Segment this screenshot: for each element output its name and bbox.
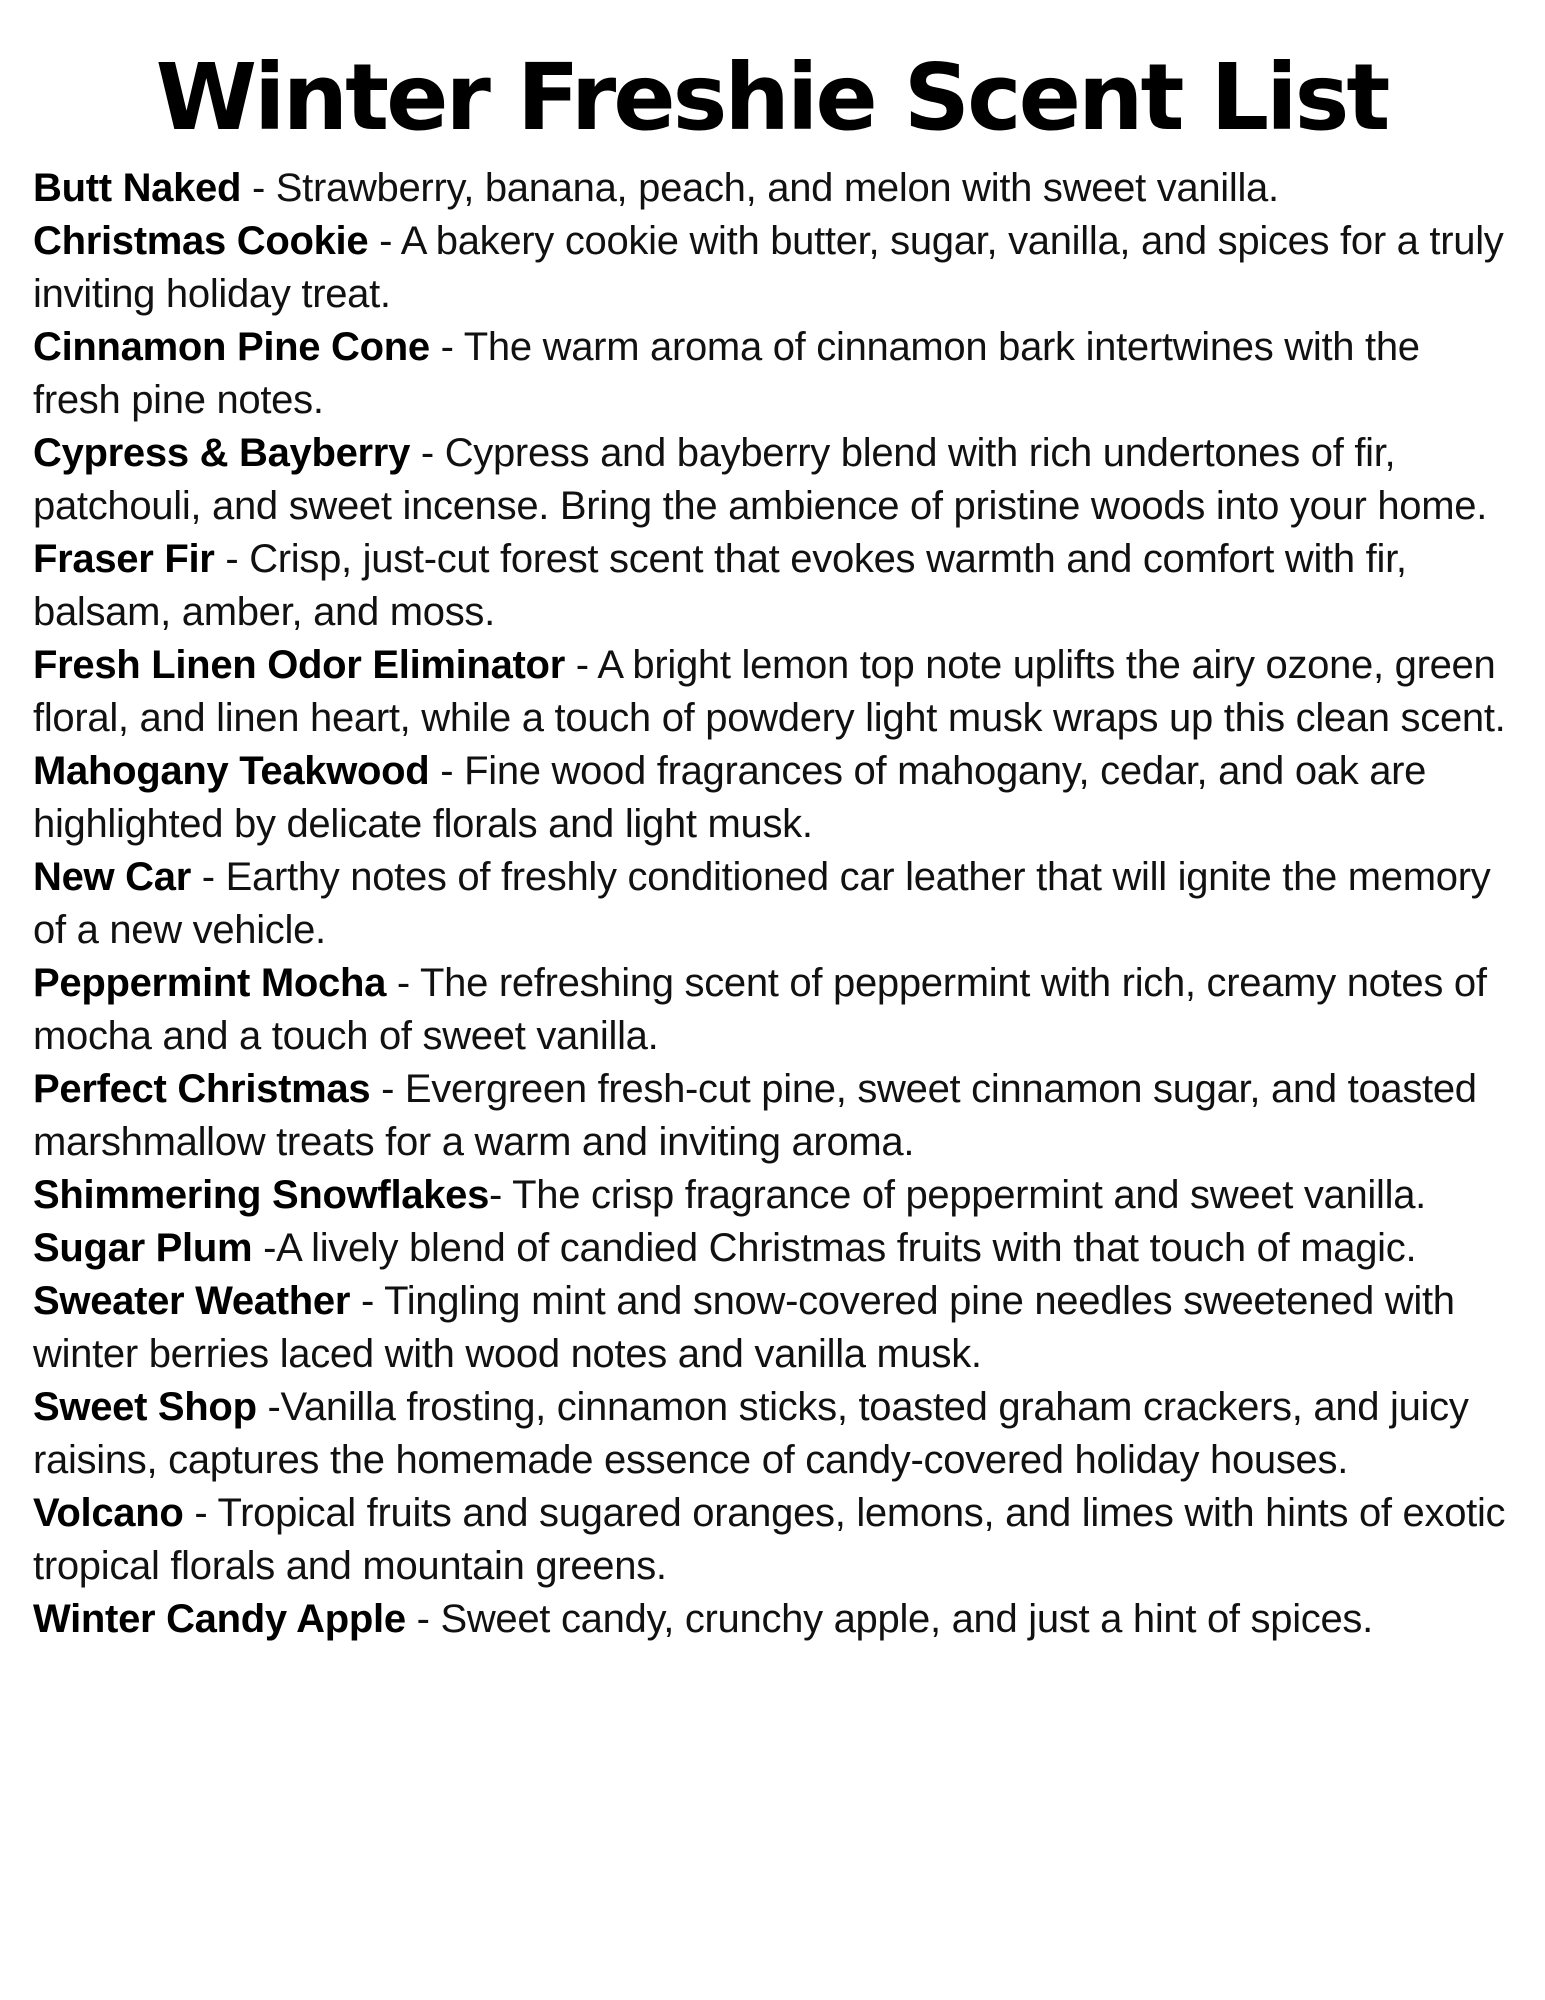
scent-separator: -	[190, 855, 226, 899]
scent-name: Fresh Linen Odor Eliminator	[33, 643, 565, 687]
scent-separator: -	[564, 643, 598, 687]
scent-description: The warm aroma of cinnamon bark intertwines with the fresh pine notes.	[33, 325, 1420, 422]
scent-separator: -	[252, 1226, 277, 1270]
scent-description: A bright lemon top note uplifts the airy ozone, green floral, and linen heart, while a touch of powdery light musk wraps up this clean scent.	[33, 643, 1506, 740]
scent-separator: -	[183, 1491, 218, 1535]
scent-item	[33, 533, 1510, 639]
scent-item	[33, 1593, 1510, 1646]
scent-separator: -	[405, 1597, 441, 1641]
scent-item	[33, 745, 1510, 851]
scent-name: Sweet Shop	[33, 1385, 257, 1429]
scent-description: Fine wood fragrances of mahogany, cedar, and oak are highlighted by delicate florals and light musk.	[33, 749, 1427, 846]
scent-name: Sugar Plum	[33, 1226, 253, 1270]
scent-separator: -	[489, 1173, 513, 1217]
scent-description: The refreshing scent of peppermint with rich, creamy notes of mocha and a touch of sweet vanilla.	[33, 961, 1487, 1058]
scent-description: Sweet candy, crunchy apple, and just a hint of spices.	[440, 1597, 1373, 1641]
scent-name: Cinnamon Pine Cone	[33, 325, 430, 369]
scent-separator: -	[350, 1279, 385, 1323]
scent-item	[33, 639, 1510, 745]
scent-separator: -	[256, 1385, 281, 1429]
scent-item	[33, 1487, 1510, 1593]
scent-description: Evergreen fresh-cut pine, sweet cinnamon sugar, and toasted marshmallow treats for a warm and inviting aroma.	[33, 1067, 1477, 1164]
scent-item	[33, 1381, 1510, 1487]
scent-item	[33, 1275, 1510, 1381]
scent-name: Sweater Weather	[33, 1279, 351, 1323]
scent-description: Tingling mint and snow-covered pine needles sweetened with winter berries laced with wood notes and vanilla musk.	[33, 1279, 1455, 1376]
scent-item	[33, 1169, 1510, 1222]
scent-name: New Car	[33, 855, 191, 899]
scent-separator: -	[214, 537, 250, 581]
scent-description: A lively blend of candied Christmas fruits with that touch of magic.	[276, 1226, 1417, 1270]
scent-item	[33, 162, 1510, 215]
scent-item	[33, 1222, 1510, 1275]
scent-name: Mahogany Teakwood	[33, 749, 430, 793]
scent-separator: -	[429, 325, 464, 369]
scent-separator: -	[429, 749, 465, 793]
scent-description: Crisp, just-cut forest scent that evokes warmth and comfort with fir, balsam, amber, and moss.	[33, 537, 1407, 634]
scent-description: Earthy notes of freshly conditioned car leather that will ignite the memory of a new vehicle.	[33, 855, 1491, 952]
scent-item	[33, 851, 1510, 957]
page-title: Winter Freshie Scent List	[155, 44, 1388, 151]
scent-separator: -	[368, 219, 401, 263]
scent-description: Tropical fruits and sugared oranges, lemons, and limes with hints of exotic tropical florals and mountain greens.	[33, 1491, 1506, 1588]
scent-list	[33, 162, 1510, 1646]
scent-name: Perfect Christmas	[33, 1067, 371, 1111]
scent-name: Peppermint Mocha	[33, 961, 387, 1005]
scent-description: Cypress and bayberry blend with rich undertones of fir, patchouli, and sweet incense. Bring the ambience of pristine woods into your home.	[33, 431, 1488, 528]
scent-separator: -	[241, 166, 276, 210]
scent-item	[33, 957, 1510, 1063]
scent-item	[33, 427, 1510, 533]
scent-name: Christmas Cookie	[33, 219, 369, 263]
scent-name: Cypress & Bayberry	[33, 431, 411, 475]
scent-name: Winter Candy Apple	[33, 1597, 406, 1641]
scent-description: Strawberry, banana, peach, and melon with sweet vanilla.	[275, 166, 1279, 210]
scent-name: Volcano	[33, 1491, 184, 1535]
scent-name: Shimmering Snowflakes	[33, 1173, 490, 1217]
scent-name: Butt Naked	[33, 166, 242, 210]
scent-description: A bakery cookie with butter, sugar, vanilla, and spices for a truly inviting holiday treat.	[33, 219, 1504, 316]
scent-item	[33, 215, 1510, 321]
scent-separator: -	[386, 961, 420, 1005]
scent-name: Fraser Fir	[33, 537, 215, 581]
scent-item	[33, 321, 1510, 427]
scent-description: The crisp fragrance of peppermint and sweet vanilla.	[512, 1173, 1426, 1217]
scent-item	[33, 1063, 1510, 1169]
scent-description: Vanilla frosting, cinnamon sticks, toasted graham crackers, and juicy raisins, captures the homemade essence of candy-covered holiday houses.	[33, 1385, 1469, 1482]
scent-separator: -	[410, 431, 445, 475]
scent-separator: -	[370, 1067, 405, 1111]
